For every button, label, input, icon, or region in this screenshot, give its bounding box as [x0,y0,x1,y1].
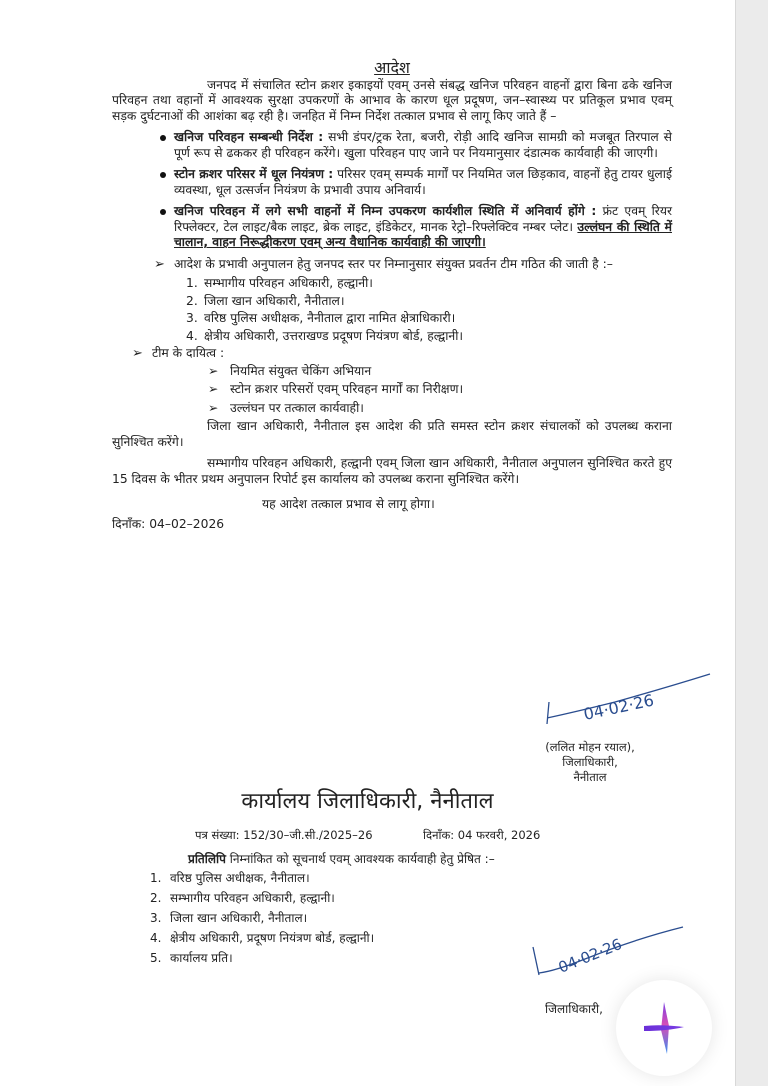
sparkle-icon [641,1000,687,1056]
duty-item: ➢ उल्लंघन पर तत्काल कार्यवाही। [208,400,364,415]
duty-item: ➢ नियमित संयुक्त चेकिंग अभियान [208,363,372,378]
directive-heading: खनिज परिवहन में लगे सभी वाहनों में निम्न उपकरण कार्यशील स्थिति में अनिवार्य होंगे : [174,204,597,218]
signatory-name: (ललित मोहन रयाल), [545,740,635,754]
signature-block [520,740,660,785]
directive-text: सभी डंपर/ट्रक रेता, बजरी, रोड़ी आदि खनिज सामग्री को मजबूत तिरपाल से पूर्ण रूप से ढककर ही परिवहन करेंगे। खुला परिवहन पाए जाने पर नियमानुसार दंडात्मक कार्यवाही की जाएगी। [174,130,672,160]
recipient-item: 2. सम्भागीय परिवहन अधिकारी, हल्द्वानी। [150,891,335,905]
svg-text:04·02·26: 04·02·26 [581,690,656,724]
directive-text: परिसर एवम् सम्पर्क मार्गों पर नियमित जल छिड़काव, वाहनों हेतु टायर धुलाई व्यवस्था, धूल उत्सर्जन नियंत्रण के प्रभावी उपाय अनिवार्य। [174,167,672,197]
letter-number: पत्र संख्या: 152/30–जी.सी./2025–26 [195,828,373,842]
duties-heading: ➢ टीम के दायित्व : [132,346,225,361]
signature-scribble-icon [535,672,715,732]
recipient-list [150,868,374,968]
duties-list [112,364,672,417]
team-intro: ➢ आदेश के प्रभावी अनुपालन हेतु जनपद स्तर पर निम्नानुसार संयुक्त प्रवर्तन टीम गठित की जाती है :– [154,256,613,272]
arrow-bullet-icon: ➢ [132,346,143,361]
copy-signatory-designation: जिलाधिकारी, [545,1002,603,1016]
recipient-item: 5. कार्यालय प्रति। [150,951,233,965]
assistant-floating-button[interactable] [616,980,712,1076]
arrow-bullet-icon: ➢ [208,363,219,378]
recipient-item: 1. वरिष्ठ पुलिस अधीक्षक, नैनीताल। [150,871,310,885]
directive-list [112,130,672,251]
signatory-place: नैनीताल [573,770,607,784]
compliance-paragraph: सम्भागीय परिवहन अधिकारी, हल्द्वानी एवम् जिला खान अधिकारी, नैनीताल अनुपालन सुनिश्चित करते हुए 15 दिवस के भीतर प्रथम अनुपालन रिपोर्ट इस कार्यालय को उपलब्ध कराना सुनिश्चित करेंगे। [112,456,672,486]
penalty-note: उल्लंघन की स्थिति में चालान, वाहन निरूद्धीकरण एवम् अन्य वैधानिक कार्यवाही की जाएगी। [174,219,672,249]
arrow-bullet-icon: ➢ [154,256,165,272]
recipient-item: 3. जिला खान अधिकारी, नैनीताल। [150,911,308,925]
arrow-bullet-icon: ➢ [208,400,219,415]
copy-label: प्रतिलिपि [188,852,226,866]
directive-heading: खनिज परिवहन सम्बन्धी निर्देश : [174,130,324,144]
team-member: 4. क्षेत्रीय अधिकारी, उत्तराखण्ड प्रदूषण नियंत्रण बोर्ड, हल्द्वानी। [186,328,464,343]
letter-date: दिनाँक: 04 फरवरी, 2026 [423,828,541,842]
directive-item [112,204,672,251]
svg-text:04·02·26: 04·02·26 [555,934,625,977]
order-date: दिनाँक: 04–02–2026 [112,516,225,531]
copy-to-line: प्रतिलिपि निम्नांकित को सूचनार्थ एवम् आवश्यक कार्यवाही हेतु प्रेषित :– [188,852,495,866]
team-list [112,276,672,344]
directive-item [112,167,672,198]
directive-text: फ्रंट एवम् रियर रिफ्लेक्टर, टेल लाइट/बैक लाइट, ब्रेक लाइट, इंडिकेटर, मानक रेट्रो–रिफ्लेक्टिव नम्बर प्लेट। [174,204,672,234]
recipient-item: 4. क्षेत्रीय अधिकारी, प्रदूषण नियंत्रण बोर्ड, हल्द्वानी। [150,931,375,945]
team-member: 3. वरिष्ठ पुलिस अधीक्षक, नैनीताल द्वारा नामित क्षेत्राधिकारी। [186,311,456,325]
arrow-bullet-icon: ➢ [208,382,219,396]
letter-reference [195,828,615,843]
signature-scribble-icon [525,925,685,985]
order-title: आदेश [374,58,410,77]
directive-item [112,130,672,161]
mining-officer-paragraph: जिला खान अधिकारी, नैनीताल इस आदेश की प्रति समस्त स्टोन क्रशर संचालकों को उपलब्ध कराना सुनिश्चित करेंगे। [112,419,672,449]
order-body [112,60,672,532]
signatory-designation: जिलाधिकारी, [562,755,618,769]
team-member: 2. जिला खान अधिकारी, नैनीताल। [186,293,345,308]
directive-heading: स्टोन क्रशर परिसर में धूल नियंत्रण : [174,167,334,181]
order-intro: जनपद में संचालित स्टोन क्रशर इकाइयों एवम् उनसे संबद्ध खनिज परिवहन वाहनों द्वारा बिना ढके खनिज परिवहन तथा वहानों में आवश्यक सुरक्षा उपकरणों के आभाव के कारण धूल प्रदूषण, जन–स्वास्थ्य पर प्रतिकूल प्रभाव एवम् सड़क दुर्घटनाओं की आशंका बढ़ रही है। जनहित में निम्न निर्देश तत्काल प्रभाव से लागू किए जाते हैं – [112,77,672,123]
team-member: 1. सम्भागीय परिवहन अधिकारी, हल्द्वानी। [186,276,373,290]
effective-note: यह आदेश तत्काल प्रभाव से लागू होगा। [262,497,435,511]
office-title: कार्यालय जिलाधिकारी, नैनीताल [241,789,494,814]
duty-item: ➢ स्टोन क्रशर परिसरों एवम् परिवहन मार्गों का निरीक्षण। [208,382,464,396]
